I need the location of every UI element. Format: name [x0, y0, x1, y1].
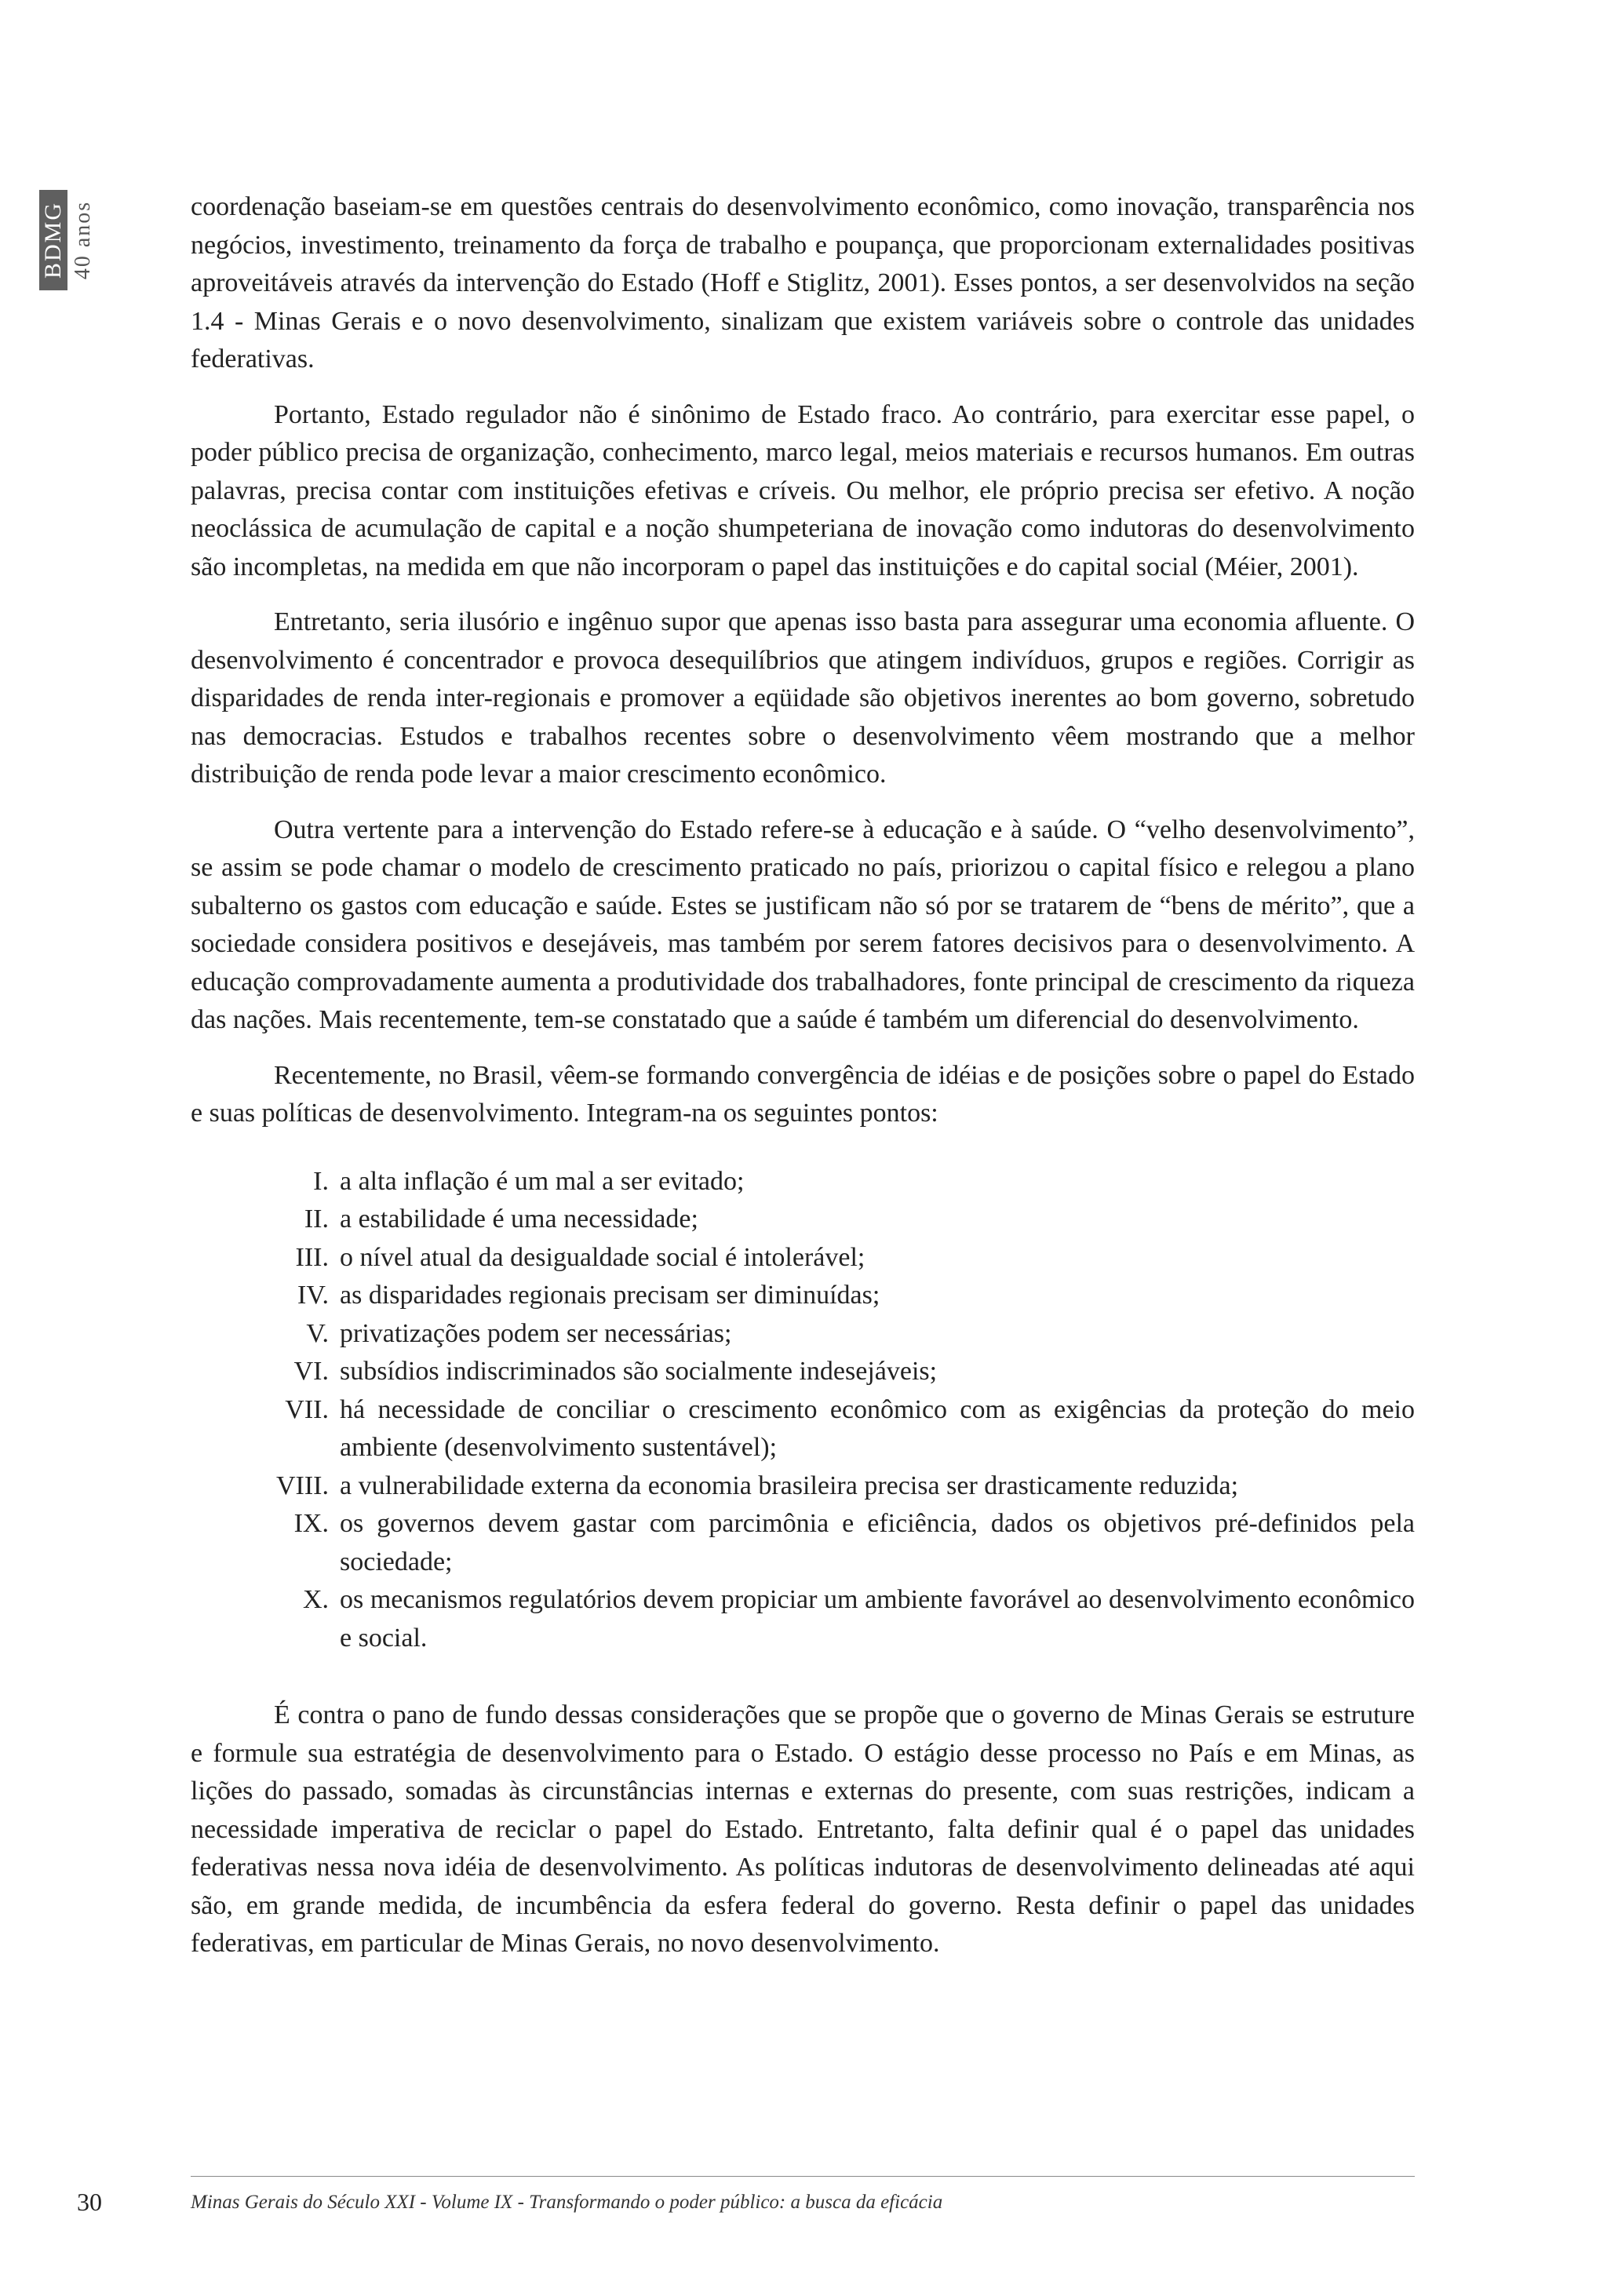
list-item — [191, 1467, 1415, 1506]
list-item-text: as disparidades regionais precisam ser diminuídas; — [340, 1281, 880, 1310]
list-item-number: V. — [306, 1318, 329, 1348]
paragraph-2: Portanto, Estado regulador não é sinônimo de Estado fraco. Ao contrário, para exercitar esse papel, o poder público precisa de organização, conhecimento, marco legal, meios materiais e recursos humanos. Em outras palavras, precisa contar com instituições efetivas e críveis. Ou melhor, ele próprio precisa ser efetivo. A noção neoclássica de acumulação de capital e a noção shumpeteriana de inovação como indutoras do desenvolvimento são incompletas, na medida em que não incorporam o papel das instituições e do capital social (Méier, 2001). — [191, 399, 1415, 581]
paragraph-5: Recentemente, no Brasil, vêem-se formando convergência de idéias e de posições sobre o papel do Estado e suas políticas de desenvolvimento. Integram-na os seguintes pontos: — [191, 1060, 1415, 1128]
list-item-number: I. — [313, 1166, 329, 1196]
list-item-text: há necessidade de conciliar o crescimento econômico com as exigências da proteção do meio ambiente (desenvolvimento sustentável); — [340, 1394, 1415, 1462]
list-item-text: a alta inflação é um mal a ser evitado; — [340, 1166, 745, 1196]
list-item-text: o nível atual da desigualdade social é intolerável; — [340, 1242, 865, 1272]
paragraph-3: Entretanto, seria ilusório e ingênuo supor que apenas isso basta para assegurar uma economia afluente. O desenvolvimento é concentrador e provoca desequilíbrios que atingem indivíduos, grupos e regiões. Corrigir as disparidades de renda inter-regionais e promover a eqüidade são objetivos inerentes ao bom governo, sobretudo nas democracias. Estudos e trabalhos recentes sobre o desenvolvimento vêem mostrando que a melhor distribuição de renda pode levar a maior crescimento econômico. — [191, 607, 1415, 789]
bdmg-logo — [39, 190, 97, 290]
list-item-text: subsídios indiscriminados são socialmente indesejáveis; — [340, 1357, 938, 1386]
list-item-number: VIII. — [275, 1471, 329, 1500]
page-body — [191, 188, 1415, 1963]
paragraph-4: Outra vertente para a intervenção do Estado refere-se à educação e à saúde. O “velho desenvolvimento”, se assim se pode chamar o modelo de crescimento praticado no país, priorizou o capital físico e relegou a plano subalterno os gastos com educação e saúde. Estes se justificam não só por se tratarem de “bens de mérito”, que a sociedade considera positivos e desejáveis, mas também por serem fatores decisivos para o desenvolvimento. A educação comprovadamente aumenta a produtividade dos trabalhadores, fonte principal de crescimento da riqueza das nações. Mais recentemente, tem-se constatado que a saúde é também um diferencial do desenvolvimento. — [191, 815, 1415, 1034]
list-item-number: X. — [302, 1585, 329, 1614]
list-item-text: privatizações podem ser necessárias; — [340, 1318, 732, 1348]
footer-divider — [191, 2176, 1415, 2177]
list-item-text: a estabilidade é uma necessidade; — [340, 1204, 698, 1234]
list-item — [191, 1163, 1415, 1201]
list-item-number: III. — [295, 1242, 329, 1272]
list-item — [191, 1277, 1415, 1315]
list-item-number: II. — [304, 1204, 329, 1234]
list-item-text: os mecanismos regulatórios devem propiciar um ambiente favorável ao desenvolvimento econômico e social. — [340, 1585, 1415, 1653]
points-list — [191, 1163, 1415, 1658]
bdmg-brand: BDMG — [40, 201, 66, 279]
list-item — [191, 1201, 1415, 1239]
list-item — [191, 1391, 1415, 1467]
list-item-text: os governos devem gastar com parcimônia e eficiência, dados os objetivos pré-definidos pela sociedade; — [340, 1509, 1415, 1576]
list-item — [191, 1581, 1415, 1657]
list-item — [191, 1239, 1415, 1277]
page-number: 30 — [77, 2188, 102, 2216]
list-item-text: a vulnerabilidade externa da economia brasileira precisa ser drasticamente reduzida; — [340, 1471, 1239, 1500]
list-item-number: IX. — [293, 1509, 329, 1538]
list-item — [191, 1353, 1415, 1391]
bdmg-years-label: 40 anos — [71, 200, 95, 280]
list-item-number: VI. — [293, 1357, 329, 1386]
list-item — [191, 1505, 1415, 1581]
closing-paragraph: É contra o pano de fundo dessas considerações que se propõe que o governo de Minas Gerais se estruture e formule sua estratégia de desenvolvimento para o Estado. O estágio desse processo no País e em Minas, as lições do passado, somadas às circunstâncias internas e externas do presente, com suas restrições, indicam a necessidade imperativa de reciclar o papel do Estado. Entretanto, falta definir qual é o papel das unidades federativas nessa nova idéia de desenvolvimento. As políticas indutoras de desenvolvimento delineadas até aqui são, em grande medida, de incumbência da esfera federal do governo. Resta definir o papel das unidades federativas, em particular de Minas Gerais, no novo desenvolvimento. — [191, 1700, 1415, 1958]
paragraph-1: coordenação baseiam-se em questões centrais do desenvolvimento econômico, como inovação, transparência nos negócios, investimento, treinamento da força de trabalho e poupança, que proporcionam externalidades positivas aproveitáveis através da intervenção do Estado (Hoff e Stiglitz, 2001). Esses pontos, a ser desenvolvidos na seção 1.4 - Minas Gerais e o novo desenvolvimento, sinalizam que existem variáveis sobre o controle das unidades federativas. — [191, 192, 1415, 374]
running-footer-title: Minas Gerais do Século XXI - Volume IX - Transformando o poder público: a busca da eficácia — [191, 2192, 943, 2213]
list-item-number: IV. — [297, 1281, 329, 1310]
list-item — [191, 1315, 1415, 1354]
bdmg-badge — [39, 190, 67, 290]
bdmg-years — [69, 190, 97, 290]
list-item-number: VII. — [285, 1394, 329, 1424]
